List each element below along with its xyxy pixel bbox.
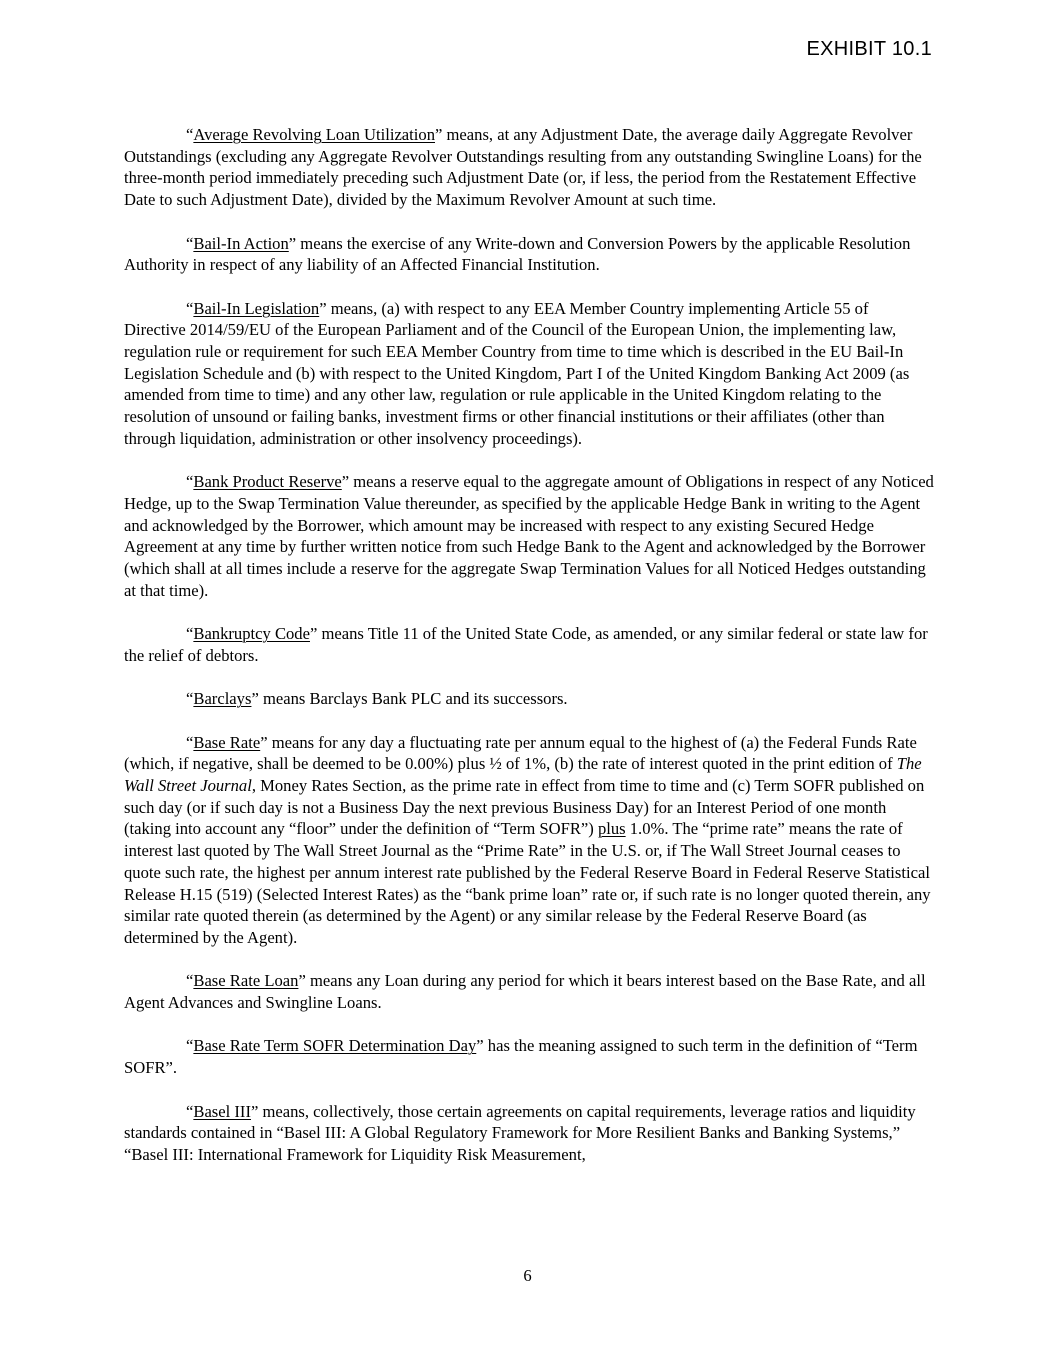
definition-text: ” means Barclays Bank PLC and its successors. bbox=[251, 689, 568, 709]
definition-paragraph: “Bank Product Reserve” means a reserve equal to the aggregate amount of Obligations in respect of any Noticed Hedge, up to the Swap Termination Value thereunder, as specified by the applicable Hedge Bank in writing to the Agent and acknowledged by the Borrower, which amount may be increased with respect to any existing Secured Hedge Agreement at any time by further written notice from such Hedge Bank to the Agent and acknowledged by the Borrower (which shall at all times include a reserve for the aggregate Swap Termination Values for all Noticed Hedges outstanding at that time). bbox=[124, 472, 934, 600]
definition-paragraph: “Base Rate” means for any day a fluctuating rate per annum equal to the highest of (a) the Federal Funds Rate (which, if negative, shall be deemed to be 0.00%) plus ½ of 1%, (b) the rate of interest quoted in the print edition of The Wall Street Journal, Money Rates Section, as the prime rate in effect from time to time and (c) Term SOFR published on such day (or if such day is not a Business Day the next previous Business Day) for an Interest Period of one month (taking into account any “floor” under the definition of “Term SOFR”) plus 1.0%. The “prime rate” means the rate of interest last quoted by The Wall Street Journal as the “Prime Rate” in the U.S. or, if The Wall Street Journal ceases to quote such rate, the highest per annum interest rate published by the Federal Reserve Board in Federal Reserve Statistical Release H.15 (519) (Selected Interest Rates) as the “bank prime loan” rate or, if such rate is no longer quoted therein, any similar rate quoted therein (as determined by the Agent) or any similar release by the Federal Reserve Board (as determined by the Agent). bbox=[124, 732, 931, 947]
definition-paragraph: “Barclays” means Barclays Bank PLC and its successors. bbox=[186, 689, 568, 709]
definition-paragraph: “Basel III” means, collectively, those certain agreements on capital requirements, leverage ratios and liquidity standards contained in “Basel III: A Global Regulatory Framework for More Resilient Banks and Banking Systems,” “Basel III: International Framework for Liquidity Risk Measurement, bbox=[124, 1101, 916, 1164]
definition-paragraph: “Bail-In Action” means the exercise of any Write-down and Conversion Powers by the applicable Resolution Authority in respect of any liability of an Affected Financial Institution. bbox=[124, 233, 911, 275]
definition-paragraph: “Average Revolving Loan Utilization” means, at any Adjustment Date, the average daily Aggregate Revolver Outstandings (excluding any Aggregate Revolver Outstandings resulting from any outstanding Swingline Loans) for the three-month period immediately preceding such Adjustment Date (or, if less, the period from the Restatement Effective Date to such Adjustment Date), divided by the Maximum Revolver Amount at such time. bbox=[124, 125, 922, 210]
definition-text: ” means a reserve equal to the aggregate amount of Obligations in respect of any Noticed Hedge, up to the Swap Termination Value thereunder, as specified by the applicable Hedge Bank in writing to the Agent and acknowledged by the Borrower, which amount may be increased with respect to any existing Secured Hedge Agreement at any time by further written notice from such Hedge Bank to the Agent and acknowledged by the Borrower (which shall at all times include a reserve for the aggregate Swap Termination Values for all Noticed Hedges outstanding at that time). bbox=[124, 472, 934, 600]
defined-term: Basel III bbox=[193, 1101, 251, 1121]
definition-text: ” means, at any Adjustment Date, the average daily Aggregate Revolver Outstandings (excluding any Aggregate Revolver Outstandings resulting from any outstanding Swingline Loans) for the three-month period immediately preceding such Adjustment Date (or, if less, the period from the Restatement Effective Date to such Adjustment Date), divided by the Maximum Revolver Amount at such time. bbox=[124, 125, 922, 210]
document-body bbox=[124, 124, 934, 1187]
defined-term: Base Rate bbox=[193, 732, 261, 752]
page-number: 6 bbox=[523, 1266, 532, 1285]
definition-text: ” means Title 11 of the United State Code, as amended, or any similar federal or state law for the relief of debtors. bbox=[124, 624, 928, 665]
definition-text: ” means the exercise of any Write-down and Conversion Powers by the applicable Resolution Authority in respect of any liability of an Affected Financial Institution. bbox=[124, 233, 911, 275]
defined-term: Bankruptcy Code bbox=[193, 624, 310, 644]
defined-term: Bail-In Legislation bbox=[193, 298, 320, 318]
definition-text: ” means for any day a fluctuating rate per annum equal to the highest of (a) the Federal Funds Rate (which, if negative, shall be deemed to be 0.00%) plus ½ of 1%, (b) the rate of interest quoted in the print edition of bbox=[124, 732, 917, 774]
defined-term: Bank Product Reserve bbox=[193, 472, 342, 492]
definition-text: ” has the meaning assigned to such term in the definition of “Term SOFR”. bbox=[124, 1036, 918, 1078]
definition-text: ” means any Loan during any period for which it bears interest based on the Base Rate, and all Agent Advances and Swingline Loans. bbox=[124, 971, 926, 1013]
definition-paragraph: “Base Rate Term SOFR Determination Day” has the meaning assigned to such term in the definition of “Term SOFR”. bbox=[124, 1036, 918, 1078]
defined-term: Bail-In Action bbox=[193, 233, 289, 253]
definition-text: ” means, collectively, those certain agreements on capital requirements, leverage ratios and liquidity standards contained in “Basel III: A Global Regulatory Framework for More Resilient Banks and Banking Systems,” “Basel III: International Framework for Liquidity Risk Measurement, bbox=[124, 1101, 916, 1164]
definition-paragraph: “Bail-In Legislation” means, (a) with respect to any EEA Member Country implementing Article 55 of Directive 2014/59/EU of the European Parliament and of the Council of the European Union, the implementing law, regulation rule or requirement for such EEA Member Country from time to time which is described in the EU Bail-In Legislation Schedule and (b) with respect to the United Kingdom, Part I of the United Kingdom Banking Act 2009 (as amended from time to time) and any other law, regulation or rule applicable in the United Kingdom relating to the resolution of unsound or failing banks, investment firms or other financial institutions or their affiliates (other than through liquidation, administration or other insolvency proceedings). bbox=[124, 298, 910, 448]
defined-term: Base Rate Term SOFR Determination Day bbox=[193, 1036, 477, 1056]
defined-term: Average Revolving Loan Utilization bbox=[193, 125, 435, 144]
definition-paragraph: “Bankruptcy Code” means Title 11 of the United State Code, as amended, or any similar federal or state law for the relief of debtors. bbox=[124, 624, 928, 665]
underlined-word: plus bbox=[597, 819, 626, 839]
definition-text: , Money Rates Section, as the prime rate in effect from time to time and (c) Term SOFR published on such day (or if such day is not a Business Day the next previous Business Day) for an Interest Period of one month (taking into account any “floor” under the definition of “Term SOFR”) bbox=[124, 776, 925, 839]
definition-paragraph: “Base Rate Loan” means any Loan during any period for which it bears interest based on the Base Rate, and all Agent Advances and Swingline Loans. bbox=[124, 971, 926, 1013]
definition-text: ” means, (a) with respect to any EEA Member Country implementing Article 55 of Directive 2014/59/EU of the European Parliament and of the Council of the European Union, the implementing law, regulation rule or requirement for such EEA Member Country from time to time which is described in the EU Bail-In Legislation Schedule and (b) with respect to the United Kingdom, Part I of the United Kingdom Banking Act 2009 (as amended from time to time) and any other law, regulation or rule applicable in the United Kingdom relating to the resolution of unsound or failing banks, investment firms or other financial institutions or their affiliates (other than through liquidation, administration or other insolvency proceedings). bbox=[124, 298, 910, 448]
defined-term: Base Rate Loan bbox=[193, 971, 299, 991]
defined-term: Barclays bbox=[193, 689, 252, 709]
exhibit-label: EXHIBIT 10.1 bbox=[806, 38, 932, 60]
publication-title: The Wall Street Journal bbox=[124, 754, 922, 795]
definition-text: 1.0%. The “prime rate” means the rate of interest last quoted by The Wall Street Journal as the “Prime Rate” in the U.S. or, if The Wall Street Journal ceases to quote such rate, the highest per annum interest rate published by the Federal Reserve Board in Federal Reserve Statistical Release H.15 (519) (Selected Interest Rates) as the “bank prime loan” rate or, if such rate is no longer quoted therein, any similar rate quoted therein (as determined by the Agent) or any similar release by the Federal Reserve Board (as determined by the Agent). bbox=[124, 819, 931, 947]
